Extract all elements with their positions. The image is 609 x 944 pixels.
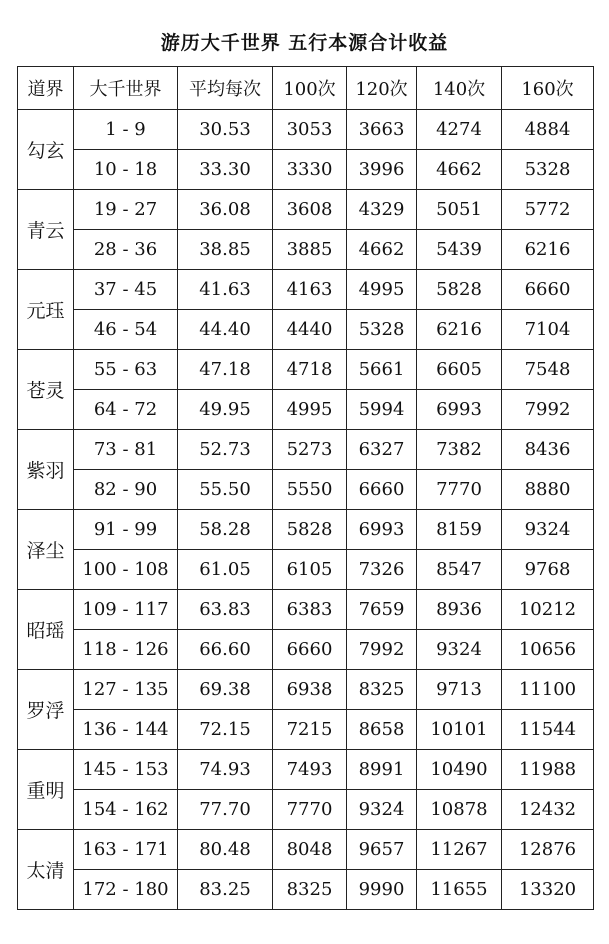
total-140-cell: 9713 xyxy=(417,670,502,710)
world-range-cell: 109 - 117 xyxy=(74,590,178,630)
total-160-cell: 6216 xyxy=(502,230,594,270)
total-140-cell: 5439 xyxy=(417,230,502,270)
header-120-times: 120次 xyxy=(347,67,417,110)
total-120-cell: 3663 xyxy=(347,110,417,150)
total-120-cell: 7659 xyxy=(347,590,417,630)
domain-name-cell: 苍灵 xyxy=(18,350,74,430)
total-160-cell: 5772 xyxy=(502,190,594,230)
total-100-cell: 8048 xyxy=(273,830,347,870)
total-160-cell: 8436 xyxy=(502,430,594,470)
total-100-cell: 6660 xyxy=(273,630,347,670)
domain-name-cell: 勾玄 xyxy=(18,110,74,190)
table-row xyxy=(18,150,594,190)
total-140-cell: 8936 xyxy=(417,590,502,630)
world-range-cell: 82 - 90 xyxy=(74,470,178,510)
total-160-cell: 9324 xyxy=(502,510,594,550)
page-title: 游历大千世界 五行本源合计收益 xyxy=(160,32,449,54)
world-range-cell: 19 - 27 xyxy=(74,190,178,230)
total-120-cell: 8991 xyxy=(347,750,417,790)
table-row xyxy=(18,230,594,270)
total-120-cell: 5994 xyxy=(347,390,417,430)
total-140-cell: 4274 xyxy=(417,110,502,150)
total-140-cell: 11655 xyxy=(417,870,502,910)
average-cell: 69.38 xyxy=(178,670,273,710)
total-120-cell: 9657 xyxy=(347,830,417,870)
world-range-cell: 73 - 81 xyxy=(74,430,178,470)
average-cell: 63.83 xyxy=(178,590,273,630)
world-range-cell: 100 - 108 xyxy=(74,550,178,590)
total-120-cell: 5328 xyxy=(347,310,417,350)
world-range-cell: 154 - 162 xyxy=(74,790,178,830)
table-body xyxy=(18,110,594,910)
total-100-cell: 4440 xyxy=(273,310,347,350)
total-100-cell: 8325 xyxy=(273,870,347,910)
average-cell: 74.93 xyxy=(178,750,273,790)
table-row xyxy=(18,670,594,710)
world-range-cell: 163 - 171 xyxy=(74,830,178,870)
total-140-cell: 4662 xyxy=(417,150,502,190)
table-row xyxy=(18,630,594,670)
average-cell: 61.05 xyxy=(178,550,273,590)
average-cell: 52.73 xyxy=(178,430,273,470)
average-cell: 66.60 xyxy=(178,630,273,670)
domain-name-cell: 罗浮 xyxy=(18,670,74,750)
total-100-cell: 7770 xyxy=(273,790,347,830)
total-120-cell: 6660 xyxy=(347,470,417,510)
table-row xyxy=(18,270,594,310)
domain-name-cell: 元珏 xyxy=(18,270,74,350)
world-range-cell: 136 - 144 xyxy=(74,710,178,750)
average-cell: 33.30 xyxy=(178,150,273,190)
average-cell: 38.85 xyxy=(178,230,273,270)
table-row xyxy=(18,430,594,470)
domain-name-cell: 泽尘 xyxy=(18,510,74,590)
table-row xyxy=(18,470,594,510)
total-100-cell: 3885 xyxy=(273,230,347,270)
total-120-cell: 8658 xyxy=(347,710,417,750)
total-100-cell: 3053 xyxy=(273,110,347,150)
domain-name-cell: 太清 xyxy=(18,830,74,910)
world-range-cell: 10 - 18 xyxy=(74,150,178,190)
total-100-cell: 6105 xyxy=(273,550,347,590)
total-160-cell: 7992 xyxy=(502,390,594,430)
total-160-cell: 4884 xyxy=(502,110,594,150)
average-cell: 49.95 xyxy=(178,390,273,430)
total-100-cell: 4718 xyxy=(273,350,347,390)
total-160-cell: 13320 xyxy=(502,870,594,910)
total-120-cell: 8325 xyxy=(347,670,417,710)
header-140-times: 140次 xyxy=(417,67,502,110)
total-160-cell: 10656 xyxy=(502,630,594,670)
domain-name-cell: 青云 xyxy=(18,190,74,270)
total-100-cell: 3330 xyxy=(273,150,347,190)
total-120-cell: 9990 xyxy=(347,870,417,910)
world-range-cell: 46 - 54 xyxy=(74,310,178,350)
total-100-cell: 6383 xyxy=(273,590,347,630)
average-cell: 83.25 xyxy=(178,870,273,910)
table-row xyxy=(18,350,594,390)
table-row xyxy=(18,710,594,750)
world-range-cell: 145 - 153 xyxy=(74,750,178,790)
total-160-cell: 7548 xyxy=(502,350,594,390)
total-160-cell: 11100 xyxy=(502,670,594,710)
total-140-cell: 5828 xyxy=(417,270,502,310)
average-cell: 58.28 xyxy=(178,510,273,550)
total-140-cell: 6605 xyxy=(417,350,502,390)
total-100-cell: 4995 xyxy=(273,390,347,430)
total-100-cell: 3608 xyxy=(273,190,347,230)
header-160-times: 160次 xyxy=(502,67,594,110)
total-100-cell: 5273 xyxy=(273,430,347,470)
total-120-cell: 7326 xyxy=(347,550,417,590)
table-row xyxy=(18,790,594,830)
total-140-cell: 10878 xyxy=(417,790,502,830)
total-100-cell: 4163 xyxy=(273,270,347,310)
total-140-cell: 8547 xyxy=(417,550,502,590)
average-cell: 36.08 xyxy=(178,190,273,230)
domain-name-cell: 紫羽 xyxy=(18,430,74,510)
world-range-cell: 55 - 63 xyxy=(74,350,178,390)
total-160-cell: 8880 xyxy=(502,470,594,510)
earnings-table xyxy=(17,66,594,910)
total-160-cell: 11544 xyxy=(502,710,594,750)
total-120-cell: 4995 xyxy=(347,270,417,310)
total-160-cell: 11988 xyxy=(502,750,594,790)
header-world-range: 大千世界 xyxy=(74,67,178,110)
table-row xyxy=(18,190,594,230)
total-140-cell: 8159 xyxy=(417,510,502,550)
total-160-cell: 9768 xyxy=(502,550,594,590)
world-range-cell: 28 - 36 xyxy=(74,230,178,270)
header-domain: 道界 xyxy=(18,67,74,110)
world-range-cell: 64 - 72 xyxy=(74,390,178,430)
total-140-cell: 10490 xyxy=(417,750,502,790)
total-160-cell: 12876 xyxy=(502,830,594,870)
total-120-cell: 7992 xyxy=(347,630,417,670)
average-cell: 80.48 xyxy=(178,830,273,870)
total-140-cell: 6216 xyxy=(417,310,502,350)
average-cell: 55.50 xyxy=(178,470,273,510)
total-120-cell: 6327 xyxy=(347,430,417,470)
total-140-cell: 9324 xyxy=(417,630,502,670)
header-average: 平均每次 xyxy=(178,67,273,110)
table-row xyxy=(18,870,594,910)
world-range-cell: 172 - 180 xyxy=(74,870,178,910)
average-cell: 47.18 xyxy=(178,350,273,390)
total-100-cell: 7215 xyxy=(273,710,347,750)
table-header-row xyxy=(18,67,594,110)
total-100-cell: 6938 xyxy=(273,670,347,710)
world-range-cell: 37 - 45 xyxy=(74,270,178,310)
total-100-cell: 5828 xyxy=(273,510,347,550)
total-160-cell: 7104 xyxy=(502,310,594,350)
average-cell: 41.63 xyxy=(178,270,273,310)
table-row xyxy=(18,390,594,430)
total-120-cell: 4662 xyxy=(347,230,417,270)
average-cell: 72.15 xyxy=(178,710,273,750)
world-range-cell: 1 - 9 xyxy=(74,110,178,150)
table-row xyxy=(18,590,594,630)
total-160-cell: 10212 xyxy=(502,590,594,630)
table-row xyxy=(18,310,594,350)
total-120-cell: 5661 xyxy=(347,350,417,390)
table-row xyxy=(18,110,594,150)
world-range-cell: 127 - 135 xyxy=(74,670,178,710)
average-cell: 77.70 xyxy=(178,790,273,830)
total-140-cell: 6993 xyxy=(417,390,502,430)
total-120-cell: 9324 xyxy=(347,790,417,830)
total-120-cell: 6993 xyxy=(347,510,417,550)
table-row xyxy=(18,830,594,870)
total-140-cell: 7770 xyxy=(417,470,502,510)
total-160-cell: 6660 xyxy=(502,270,594,310)
total-140-cell: 7382 xyxy=(417,430,502,470)
total-140-cell: 11267 xyxy=(417,830,502,870)
world-range-cell: 118 - 126 xyxy=(74,630,178,670)
average-cell: 44.40 xyxy=(178,310,273,350)
total-140-cell: 5051 xyxy=(417,190,502,230)
average-cell: 30.53 xyxy=(178,110,273,150)
total-100-cell: 7493 xyxy=(273,750,347,790)
table-row xyxy=(18,750,594,790)
table-row xyxy=(18,510,594,550)
total-160-cell: 12432 xyxy=(502,790,594,830)
total-120-cell: 3996 xyxy=(347,150,417,190)
domain-name-cell: 重明 xyxy=(18,750,74,830)
total-160-cell: 5328 xyxy=(502,150,594,190)
table-row xyxy=(18,550,594,590)
total-120-cell: 4329 xyxy=(347,190,417,230)
total-140-cell: 10101 xyxy=(417,710,502,750)
header-100-times: 100次 xyxy=(273,67,347,110)
world-range-cell: 91 - 99 xyxy=(74,510,178,550)
total-100-cell: 5550 xyxy=(273,470,347,510)
domain-name-cell: 昭瑶 xyxy=(18,590,74,670)
